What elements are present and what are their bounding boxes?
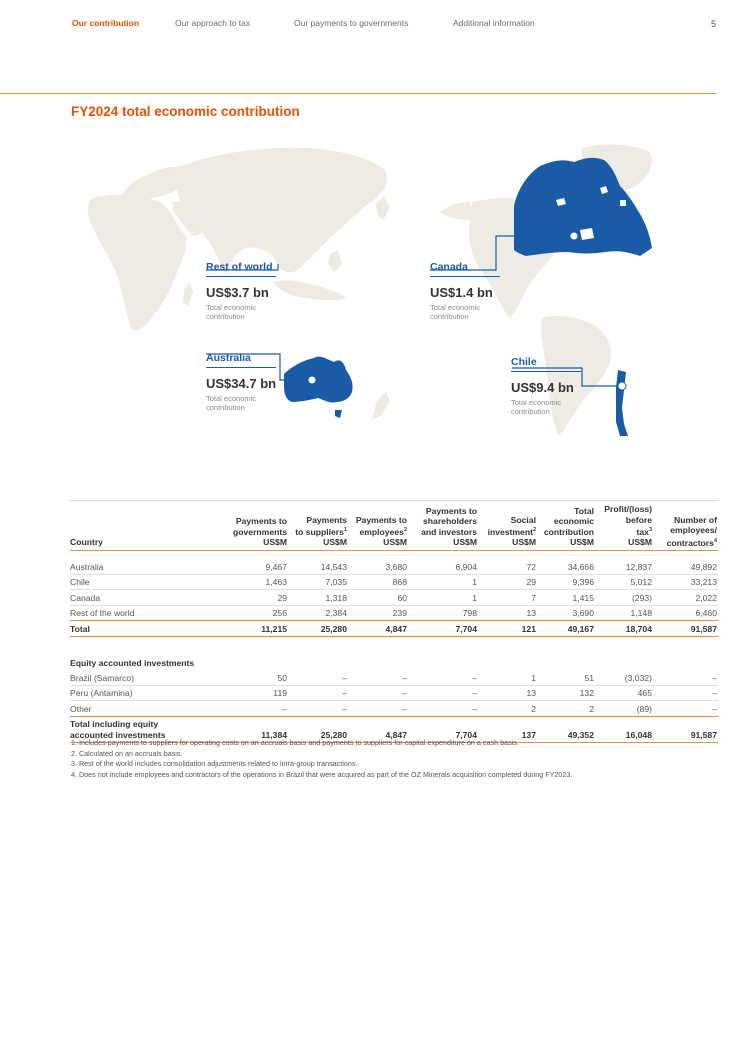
table-row: Canada 29 1,318 60 1 7 1,415 (293) 2,022 (70, 590, 718, 606)
header-total-economic-contribution: Total economic contribution US$M (537, 501, 595, 551)
table-row: Other – – – – 2 2 (89) – (70, 701, 718, 717)
header-payments-to-shareholders: Payments to shareholders and investors US$M (408, 501, 478, 551)
table-row: Chile 1,463 7,035 868 1 29 9,396 5,012 33,213 (70, 574, 718, 590)
world-map (80, 140, 730, 450)
philippines-landmass (328, 250, 342, 272)
table-header-row (70, 501, 718, 551)
table-grand-total-row: Total including equity accounted investments 11,384 25,280 4,847 7,704 137 49,352 16,048 91,587 (70, 716, 718, 743)
header-number-of-employees: Number of employees/ contractors$^4$ (653, 501, 718, 551)
table-row: Australia 9,467 14,543 3,680 6,904 72 34,666 12,837 49,892 (70, 559, 718, 574)
callout-name: Australia (206, 352, 276, 368)
tasmania-highlight (335, 410, 342, 418)
australia-marker (308, 376, 316, 384)
chile-highlight (616, 370, 628, 436)
new-zealand-landmass (372, 392, 390, 420)
africa-landmass (88, 194, 187, 330)
table-row: Rest of the world 256 2,384 239 798 13 3,690 1,148 6,460 (70, 605, 718, 621)
footnotes (71, 738, 572, 780)
header-payments-to-governments: Payments to governments US$M (220, 501, 288, 551)
callout-amount: US$3.7 bn (206, 285, 269, 300)
table-total-row: Total 11,215 25,280 4,847 7,704 121 49,167 18,704 91,587 (70, 621, 718, 637)
header-social-investment: Social investment$^2$ US$M (478, 501, 537, 551)
japan-landmass (376, 196, 390, 220)
callout-desc: Total economic contribution (206, 303, 257, 321)
table-row: Peru (Antamina) 119 – – – 13 132 465 – (70, 685, 718, 701)
callout-name: Canada (430, 261, 500, 277)
header-divider (0, 93, 716, 94)
footnote: 4. Does not include employees and contractors of the operations in Brazil that were acquired as part of the OZ Minerals acquisition completed during FY2023. (71, 769, 573, 779)
callout-canada (430, 257, 500, 321)
header-payments-to-employees: Payments to employees$^2$ US$M (348, 501, 408, 551)
madagascar-landmass (183, 282, 193, 306)
header-payments-to-suppliers: Payments to suppliers$^1$ US$M (288, 501, 348, 551)
page-number: 5 (710, 19, 716, 29)
equity-section-heading: Equity accounted investments (70, 658, 195, 669)
asia-landmass (175, 148, 387, 274)
callout-desc: Total economic contribution (430, 303, 481, 321)
callout-desc: Total economic contribution (511, 398, 562, 416)
callout-amount: US$1.4 bn (430, 285, 493, 300)
callout-rest-of-world (206, 257, 276, 321)
callout-amount: US$9.4 bn (511, 380, 574, 395)
callout-desc: Total economic contribution (206, 394, 257, 412)
footnote: 3. Rest of the world includes consolidation adjustments related to intra-group transactions. (71, 759, 358, 769)
chile-marker (618, 382, 626, 390)
footnote: 1. Includes payments to suppliers for operating costs on an accruals basis and payments to suppliers for capital expenditure on a cash basis. (71, 738, 519, 747)
nav-our-approach-to-tax[interactable]: Our approach to tax (175, 18, 251, 28)
alaska-landmass (440, 202, 472, 220)
economic-contribution-table (70, 500, 718, 743)
nav-additional-information[interactable]: Additional information (453, 18, 535, 28)
canada-marker (570, 232, 578, 240)
header-profit-before-tax: Profit/(loss) before tax$^3$ US$M (595, 501, 653, 551)
indonesia-landmass (274, 280, 346, 300)
callout-amount: US$34.7 bn (206, 376, 277, 391)
callout-chile (511, 352, 581, 416)
callout-australia (206, 348, 276, 412)
callout-name: Chile (511, 356, 581, 372)
footnote: 2. Calculated on an accruals basis. (71, 748, 183, 758)
table-row: Brazil (Samarco) 50 – – – 1 51 (3,032) – (70, 670, 718, 685)
page-title: FY2024 total economic contribution (71, 104, 300, 119)
callout-name: Rest of world (206, 261, 276, 277)
header-country: Country (70, 501, 220, 551)
nav-our-payments-to-governments[interactable]: Our payments to governments (294, 18, 409, 28)
nav-our-contribution[interactable]: Our contribution (72, 18, 140, 28)
